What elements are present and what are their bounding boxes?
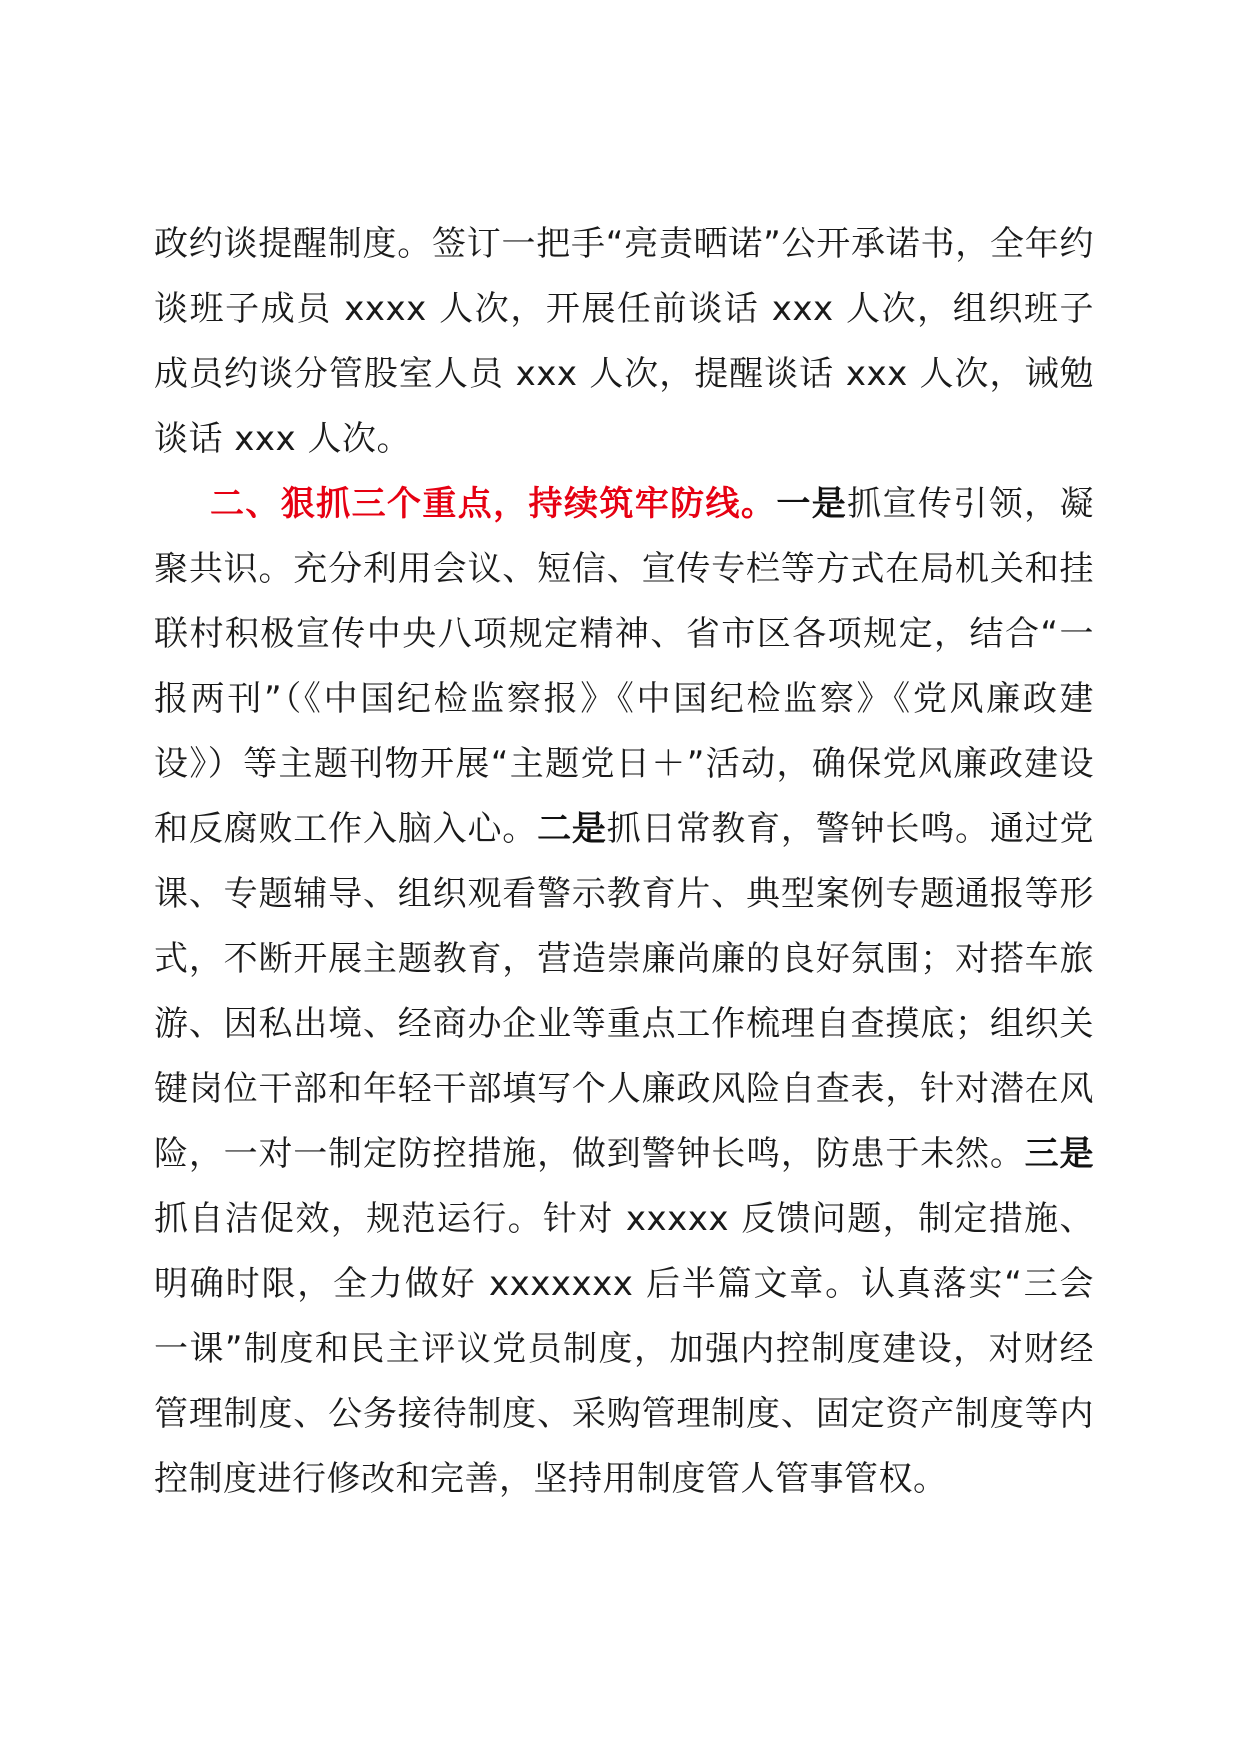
point-one-label: 一是 xyxy=(776,484,848,524)
point-three-label: 三是 xyxy=(1024,1134,1094,1174)
point-one-text: 抓宣传引领，凝聚共识。充分利用会议、短信、宣传专栏等方式在局机关和挂联村积极宣传中央八项规定精神、省市区各项规定，结合“一报两刊”（《中国纪检监察报》《中国纪检监察》《党风廉政建设》）等主题刊物开展“主题党日＋”活动，确保党风廉政建设和反腐败工作入脑入心。 xyxy=(154,484,1095,849)
paragraph-three-focuses xyxy=(154,472,1094,1512)
point-two-text: 抓日常教育，警钟长鸣。通过党课、专题辅导、组织观看警示教育片、典型案例专题通报等形式，不断开展主题教育，营造崇廉尚廉的良好氛围；对搭车旅游、因私出境、经商办企业等重点工作梳理自查摸底；组织关键岗位干部和年轻干部填写个人廉政风险自查表，针对潜在风险，一对一制定防控措施，做到警钟长鸣，防患于未然。 xyxy=(154,809,1095,1174)
point-three-text: 抓自洁促效，规范运行。针对 xxxxx 反馈问题，制定措施、明确时限，全力做好 xxxxxxx 后半篇文章。认真落实“三会一课”制度和民主评议党员制度，加强内控制度建设，对财经管理制度、公务接待制度、采购管理制度、固定资产制度等内控制度进行修改和完善，坚持用制度管人管事管权。 xyxy=(154,1199,1094,1499)
document-page xyxy=(154,212,1094,1512)
section-heading: 二、狠抓三个重点，持续筑牢防线。 xyxy=(210,484,777,524)
paragraph-interview-system xyxy=(154,212,1094,472)
point-two-label: 二是 xyxy=(537,809,607,849)
paragraph-text: 政约谈提醒制度。签订一把手“亮责晒诺”公开承诺书，全年约谈班子成员 xxxx 人次，开展任前谈话 xxx 人次，组织班子成员约谈分管股室人员 xxx 人次，提醒谈话 xxx 人次，诫勉谈话 xxx 人次。 xyxy=(154,224,1094,459)
